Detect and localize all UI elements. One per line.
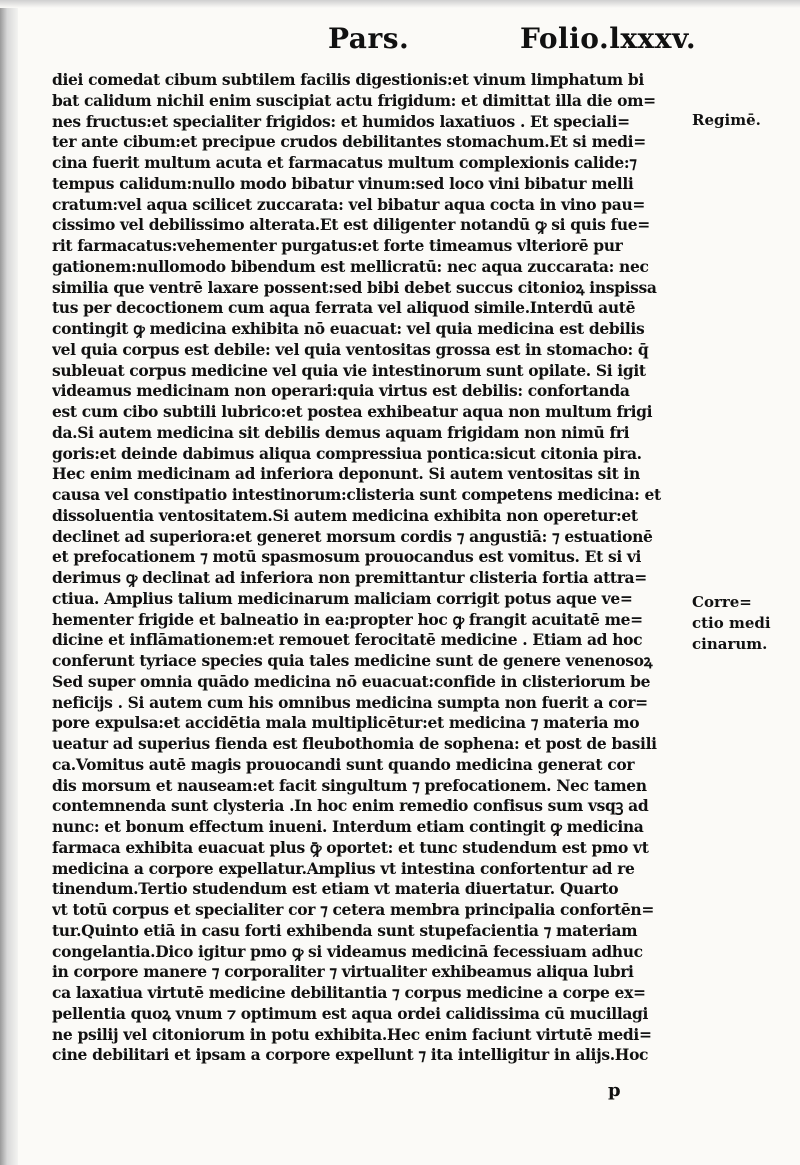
- text-line: conferunt tyriace species quia tales medicine sunt de genere venenosoꝝ: [52, 651, 653, 670]
- text-line: ca laxatiua virtutē medicine debilitantia ⁊ corpus medicine a corpe ex=: [52, 983, 646, 1002]
- margin-note-regime: [692, 110, 798, 131]
- text-line: goris:et deinde dabimus aliqua compressiua pontica:sicut citonia pira.: [52, 443, 642, 463]
- text-line: nunc: et bonum effectum inueni. Interdum etiam contingit ꝙ medicina: [52, 817, 644, 836]
- margin-note-line: Regimē.: [692, 111, 761, 129]
- text-line: subleuat corpus medicine vel quia vie intestinorum sunt opilate. Si igit: [52, 360, 646, 380]
- text-line: ne psilij vel citoniorum in potu exhibita.Hec enim faciunt virtutē medi=: [52, 1024, 652, 1044]
- text-line: tur.Quinto etiā in casu forti exhibenda sunt stupefacientia ⁊ materiam: [52, 920, 638, 940]
- text-line: cina fuerit multum acuta et farmacatus multum complexionis calide:⁊: [52, 153, 637, 172]
- text-line: contingit ꝙ medicina exhibita nō euacuat: vel quia medicina est debilis: [52, 319, 645, 338]
- text-line: cratum:vel aqua scilicet zuccarata: vel bibatur aqua cocta in vino pau=: [52, 194, 646, 214]
- text-line: vt totū corpus et specialiter cor ⁊ cetera membra principalia confortēn=: [52, 900, 654, 919]
- text-line: ca.Vomitus autē magis prouocandi sunt quando medicina generat cor: [52, 754, 635, 774]
- scan-shadow-left: [0, 0, 18, 1165]
- text-line: contemnenda sunt clysteria .In hoc enim remedio confisus sum vsqꝫ ad: [52, 796, 649, 816]
- margin-note-line: Corre=: [692, 593, 752, 611]
- text-line: cissimo vel debilissimo alterata.Et est diligenter notandū ꝙ si quis fue=: [52, 215, 650, 235]
- text-line: da.Si autem medicina sit debilis demus aquam frigidam non nimū fri: [52, 422, 630, 442]
- margin-note-correctio: [692, 592, 798, 655]
- text-line: tus per decoctionem cum aqua ferrata vel aliquod simile.Interdū autē: [52, 298, 636, 318]
- text-line: diei comedat cibum subtilem facilis digestionis:et vinum limphatum bi: [52, 70, 644, 89]
- signature-mark: p: [608, 1080, 621, 1101]
- text-line: in corpore manere ⁊ corporaliter ⁊ virtualiter exhibeamus aliqua lubri: [52, 962, 634, 982]
- text-line: causa vel constipatio intestinorum:clisteria sunt competens medicina: et: [52, 485, 661, 504]
- header-folio-number: Folio.lxxxv.: [520, 22, 697, 55]
- text-line: farmaca exhibita euacuat plus ꝙ̄ oportet: et tunc studendum est pmo vt: [52, 837, 649, 857]
- text-line: ter ante cibum:et precipue crudos debilitantes stomachum.Et si medi=: [52, 132, 646, 152]
- text-line: videamus medicinam non operari:quia virtus est debilis: confortanda: [52, 381, 630, 401]
- text-line: hementer frigide et balneatio in ea:propter hoc ꝙ frangit acuitatē me=: [52, 609, 643, 629]
- scan-shadow-top: [0, 0, 800, 8]
- text-line: est cum cibo subtili lubrico:et postea exhibeatur aqua non multum frigi: [52, 402, 653, 421]
- text-line: tempus calidum:nullo modo bibatur vinum:sed loco vini bibatur melli: [52, 173, 634, 193]
- text-line: nes fructus:et specialiter frigidos: et humidos laxatiuos . Et speciali=: [52, 111, 630, 131]
- main-text-block: [52, 70, 688, 1066]
- text-line: dis morsum et nauseam:et facit singultum ⁊ prefocationem. Nec tamen: [52, 775, 647, 795]
- text-line: cine debilitari et ipsam a corpore expellunt ⁊ ita intelligitur in alijs.Hoc: [52, 1045, 649, 1065]
- margin-note-line: ctio medi: [692, 614, 771, 632]
- text-line: Sed super omnia quādo medicina nō euacuat:confide in clisteriorum be: [52, 671, 651, 691]
- text-line: ctiua. Amplius talium medicinarum maliciam corrigit potus aque ve=: [52, 588, 633, 608]
- text-line: bat calidum nichil enim suscipiat actu frigidum: et dimittat illa die om=: [52, 90, 656, 110]
- text-line: neficijs . Si autem cum his omnibus medicina sumpta non fuerit a cor=: [52, 692, 648, 712]
- text-line: medicina a corpore expellatur.Amplius vt intestina confortentur ad re: [52, 858, 635, 878]
- text-line: pellentia quoꝝ vnum ⁊ optimum est aqua ordei calidissima cū mucillagi: [52, 1003, 649, 1023]
- text-line: congelantia.Dico igitur pmo ꝙ si videamus medicinā fecessiuam adhuc: [52, 941, 643, 961]
- text-line: rit farmacatus:vehementer purgatus:et forte timeamus vlteriorē pur: [52, 236, 623, 255]
- margin-note-line: cinarum.: [692, 635, 768, 653]
- text-line: derimus ꝙ declinat ad inferiora non premittantur clisteria fortia attra=: [52, 568, 647, 587]
- text-line: gationem:nullomodo bibendum est mellicratū: nec aqua zuccarata: nec: [52, 256, 649, 276]
- text-line: Hec enim medicinam ad inferiora deponunt. Si autem ventositas sit in: [52, 464, 640, 484]
- text-line: pore expulsa:et accidētia mala multiplicētur:et medicina ⁊ materia mo: [52, 713, 640, 733]
- running-header: [0, 22, 800, 66]
- text-line: ueatur ad superius fienda est fleubothomia de sophena: et post de basili: [52, 734, 657, 753]
- text-line: dissoluentia ventositatem.Si autem medicina exhibita non operetur:et: [52, 505, 638, 525]
- text-line: et prefocationem ⁊ motū spasmosum prouocandus est vomitus. Et si vi: [52, 547, 642, 567]
- text-line: dicine et inflāmationem:et remouet ferocitatē medicine . Etiam ad hoc: [52, 630, 643, 650]
- text-line: tinendum.Tertio studendum est etiam vt materia diuertatur. Quarto: [52, 879, 619, 899]
- header-section: Pars.: [328, 22, 410, 55]
- text-line: similia que ventrē laxare possent:sed bibi debet succus citonioꝝ inspissa: [52, 277, 657, 297]
- text-line: declinet ad superiora:et generet morsum cordis ⁊ angustiā: ⁊ estuationē: [52, 526, 653, 546]
- text-line: vel quia corpus est debile: vel quia ventositas grossa est in stomacho: q̄: [52, 339, 649, 359]
